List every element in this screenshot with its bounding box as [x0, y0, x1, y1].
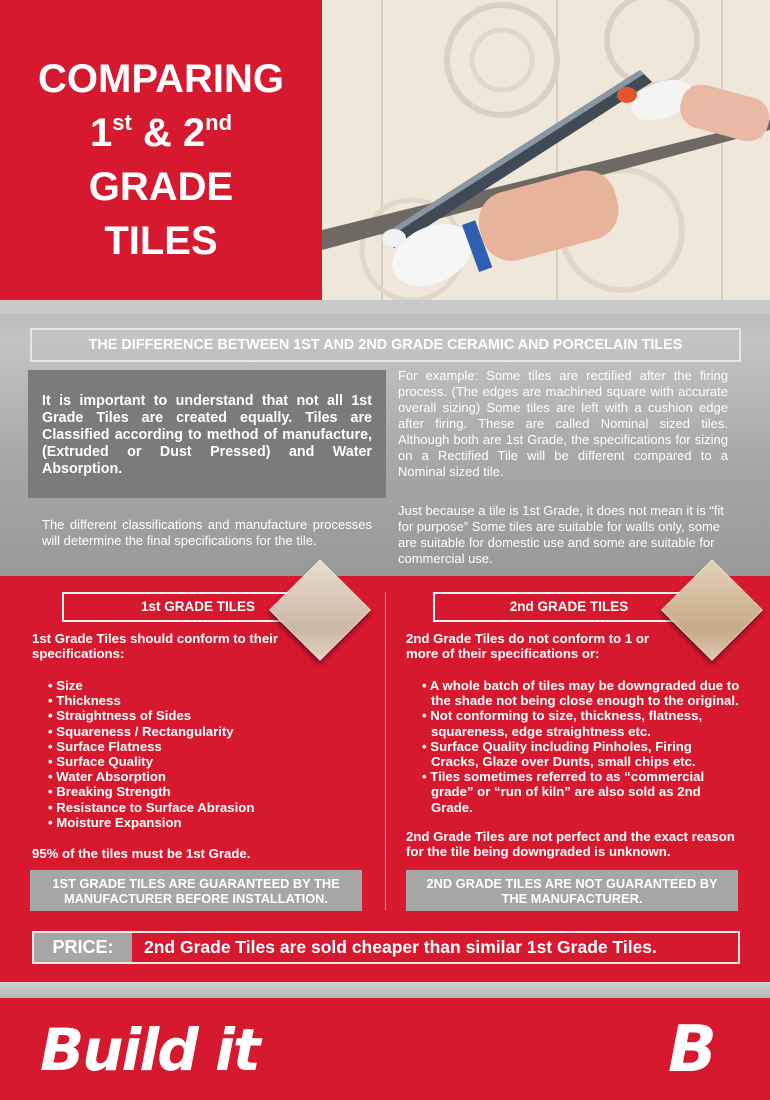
price-label: PRICE:: [34, 933, 132, 962]
list-item: • A whole batch of tiles may be downgraded due to the shade not being close enough to the original.: [422, 678, 742, 708]
second-grade-label: 2nd GRADE TILES: [433, 592, 705, 622]
title-sup-st: st: [112, 110, 132, 135]
classification-paragraph: The different classifications and manufacture processes will determine the final specifications for the tile.: [42, 517, 372, 548]
title-sup-nd: nd: [205, 110, 233, 135]
list-item: • Size: [48, 678, 348, 693]
list-item: • Surface Flatness: [48, 739, 348, 754]
first-grade-guarantee-box: [30, 870, 362, 911]
list-item: • Surface Quality including Pinholes, Firing Cracks, Glaze over Dunts, small chips etc.: [422, 739, 742, 769]
first-grade-intro: 1st Grade Tiles should conform to their specifications:: [32, 631, 278, 662]
list-item: • Breaking Strength: [48, 784, 348, 799]
first-grade-label: 1st GRADE TILES: [62, 592, 334, 622]
second-grade-guarantee-box: [406, 870, 738, 911]
title-line-1: COMPARING: [38, 57, 284, 101]
tile-installation-illustration: [322, 0, 770, 300]
list-item: • Squareness / Rectangularity: [48, 724, 348, 739]
price-bar: [32, 931, 740, 964]
second-grade-reason-list: [422, 678, 742, 815]
title-line-4: TILES: [104, 219, 218, 263]
column-divider: [385, 592, 386, 910]
build-it-b-logo-icon: B: [668, 1013, 717, 1087]
price-text: 2nd Grade Tiles are sold cheaper than similar 1st Grade Tiles.: [144, 937, 657, 957]
highlight-text: It is important to understand that not all 1st Grade Tiles are created equally. Tiles are Classified according to method of manufacture, (Extruded or Dust Pressed) and Water Absorption.: [42, 393, 372, 477]
build-it-logo: Build it: [40, 1016, 259, 1084]
second-grade-intro: 2nd Grade Tiles do not conform to 1 or more of their specifications or:: [406, 631, 650, 662]
list-item: • Resistance to Surface Abrasion: [48, 800, 348, 815]
intro-section-top-strip: [0, 300, 770, 314]
first-grade-spec-list: [48, 678, 348, 830]
fit-for-purpose-paragraph: Just because a tile is 1st Grade, it does not mean it is “fit for purpose” Some tiles are suitable for walls only, some are suitable for domestic use and some are suitable for commercial use.: [398, 503, 724, 566]
list-item: • Water Absorption: [48, 769, 348, 784]
list-item: • Straightness of Sides: [48, 708, 348, 723]
second-grade-note: 2nd Grade Tiles are not perfect and the exact reason for the tile being downgraded is unknown.: [406, 829, 735, 860]
first-grade-guarantee-text: 1ST GRADE TILES ARE GUARANTEED BY THE MANUFACTURER BEFORE INSTALLATION.: [52, 875, 340, 906]
footer-divider-strip: [0, 982, 770, 998]
section-headline: THE DIFFERENCE BETWEEN 1ST AND 2ND GRADE CERAMIC AND PORCELAIN TILES: [30, 328, 741, 362]
list-item: • Moisture Expansion: [48, 815, 348, 830]
hero-banner: [0, 0, 770, 300]
list-item: • Surface Quality: [48, 754, 348, 769]
second-grade-guarantee-text: 2ND GRADE TILES ARE NOT GUARANTEED BY THE MANUFACTURER.: [426, 875, 718, 906]
title-and-2: & 2: [131, 111, 206, 155]
tile-installation-photo: [322, 0, 770, 300]
first-grade-note: 95% of the tiles must be 1st Grade.: [32, 846, 251, 861]
title-line-2: [0, 106, 322, 160]
title-1: 1: [89, 111, 113, 155]
list-item: • Not conforming to size, thickness, flatness, squareness, edge straightness etc.: [422, 708, 742, 738]
page-title: [0, 52, 322, 268]
rectified-example-paragraph: For example: Some tiles are rectified after the firing process. (The edges are machined square with accurate overall sizing) Some tiles are left with a cushion edge after firing. These are called Nominal sized tiles. Although both are 1st Grade, the specifications for sizing on a Rectified Tile will be different compared to a Nominal sized tile.: [398, 368, 728, 479]
list-item: • Thickness: [48, 693, 348, 708]
title-line-3: GRADE: [88, 165, 234, 209]
list-item: • Tiles sometimes referred to as “commercial grade” or “run of kiln” are also sold as 2nd Grade.: [422, 769, 742, 815]
